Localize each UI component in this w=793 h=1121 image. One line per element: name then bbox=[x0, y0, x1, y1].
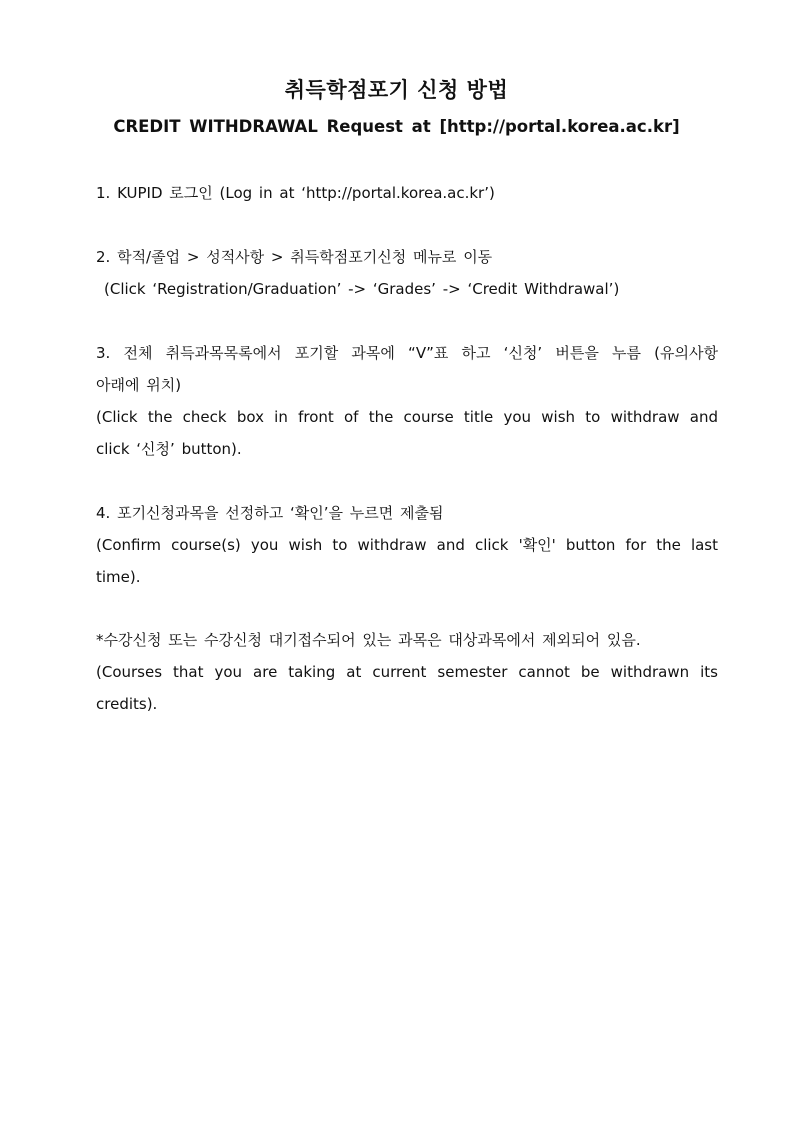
note bbox=[96, 624, 718, 720]
step-1 bbox=[96, 177, 718, 209]
step-3-line-4: click ‘신청’ button). bbox=[96, 440, 242, 458]
step-3 bbox=[96, 337, 718, 465]
step-4 bbox=[96, 497, 718, 593]
step-2 bbox=[96, 241, 718, 305]
note-line-3: credits). bbox=[96, 695, 158, 713]
step-3-line-1: 3. 전체 취득과목목록에서 포기할 과목에 “V”표 하고 ‘신청’ 버튼을 누름 (유의사항 bbox=[96, 344, 718, 362]
note-line-1: *수강신청 또는 수강신청 대기접수되어 있는 과목은 대상과목에서 제외되어 있음. bbox=[96, 631, 641, 649]
document-subtitle: CREDIT WITHDRAWAL Request at [http://portal.korea.ac.kr] bbox=[113, 117, 680, 136]
step-3-line-3: (Click the check box in front of the course title you wish to withdraw and bbox=[96, 408, 718, 426]
document-title: 취득학점포기 신청 방법 bbox=[284, 78, 509, 102]
step-2-line-1: 2. 학적/졸업 > 성적사항 > 취득학점포기신청 메뉴로 이동 bbox=[96, 248, 493, 266]
step-2-line-2: (Click ‘Registration/Graduation’ -> ‘Grades’ -> ‘Credit Withdrawal’) bbox=[104, 280, 620, 298]
step-1-line-1: 1. KUPID 로그인 (Log in at ‘http://portal.korea.ac.kr’) bbox=[96, 184, 495, 202]
step-4-line-1: 4. 포기신청과목을 선정하고 ‘확인’을 누르면 제출됨 bbox=[96, 504, 444, 522]
step-4-line-3: time). bbox=[96, 568, 141, 586]
step-4-line-2: (Confirm course(s) you wish to withdraw and click '확인' button for the last bbox=[96, 536, 718, 554]
note-line-2: (Courses that you are taking at current semester cannot be withdrawn its bbox=[96, 663, 718, 681]
step-3-line-2: 아래에 위치) bbox=[96, 376, 182, 394]
